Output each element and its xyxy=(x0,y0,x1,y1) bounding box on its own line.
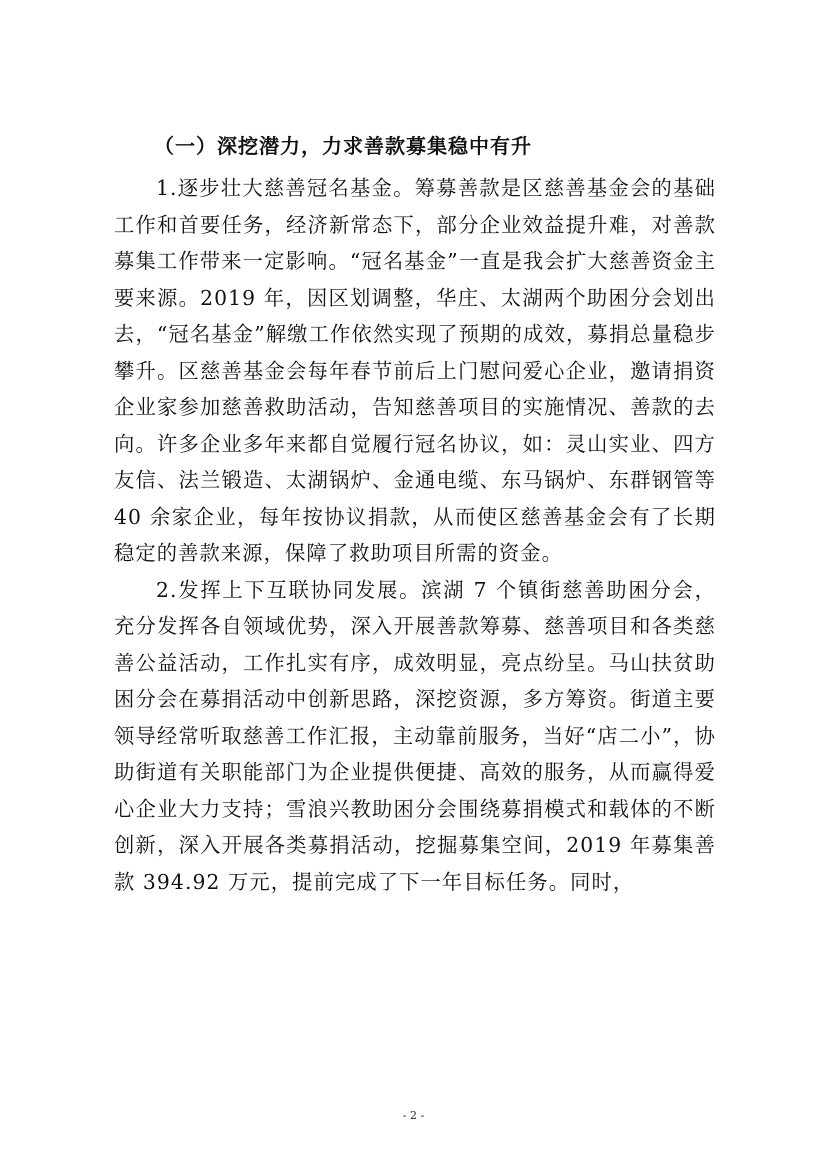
document-body xyxy=(114,128,716,900)
paragraph-2-lead: 2.发挥上下互联协同发展。 xyxy=(156,577,422,602)
paragraph-1-lead: 1.逐步壮大慈善冠名基金。 xyxy=(156,176,415,200)
paragraph-2-text: 滨湖 7 个镇街慈善助困分会，充分发挥各自领域优势，深入开展善款筹募、慈善项目和各类慈善公益活动，工作扎实有序，成效明显，亮点纷呈。马山扶贫助困分会在募捐活动中创新思路，深挖资源，多方筹资。街道主要领导经常听取慈善工作汇报，主动靠前服务，当好“店二小”，协助街道有关职能部门为企业提供便捷、高效的服务，从而赢得爱心企业大力支持；雪浪兴教助困分会围绕募捐模式和载体的不断创新，深入开展各类募捐活动，挖掘募集空间，2019 年募集善款 394.92 万元，提前完成了下一年目标任务。同时， xyxy=(114,577,716,894)
paragraph-1-text: 筹募善款是区慈善基金会的基础工作和首要任务，经济新常态下，部分企业效益提升难，对善款募集工作带来一定影响。“冠名基金”一直是我会扩大慈善资金主要来源。2019 年，因区划调整，华庄、太湖两个助困分会划出去，“冠名基金”解缴工作依然实现了预期的成效，募捐总量稳步攀升。区慈善基金会每年春节前后上门慰问爱心企业，邀请捐资企业家参加慈善救助活动，告知慈善项目的实施情况、善款的去向。许多企业多年来都自觉履行冠名协议，如：灵山实业、四方友信、法兰锻造、太湖锅炉、金通电缆、东马锅炉、东群钢管等 40 余家企业，每年按协议捐款，从而使区慈善基金会有了长期稳定的善款来源，保障了救助项目所需的资金。 xyxy=(114,176,716,565)
paragraph-1 xyxy=(114,170,716,572)
section-heading: （一）深挖潜力，力求善款募集稳中有升 xyxy=(154,134,532,158)
page-number: - 2 - xyxy=(402,1109,425,1122)
paragraph-2 xyxy=(114,572,716,901)
